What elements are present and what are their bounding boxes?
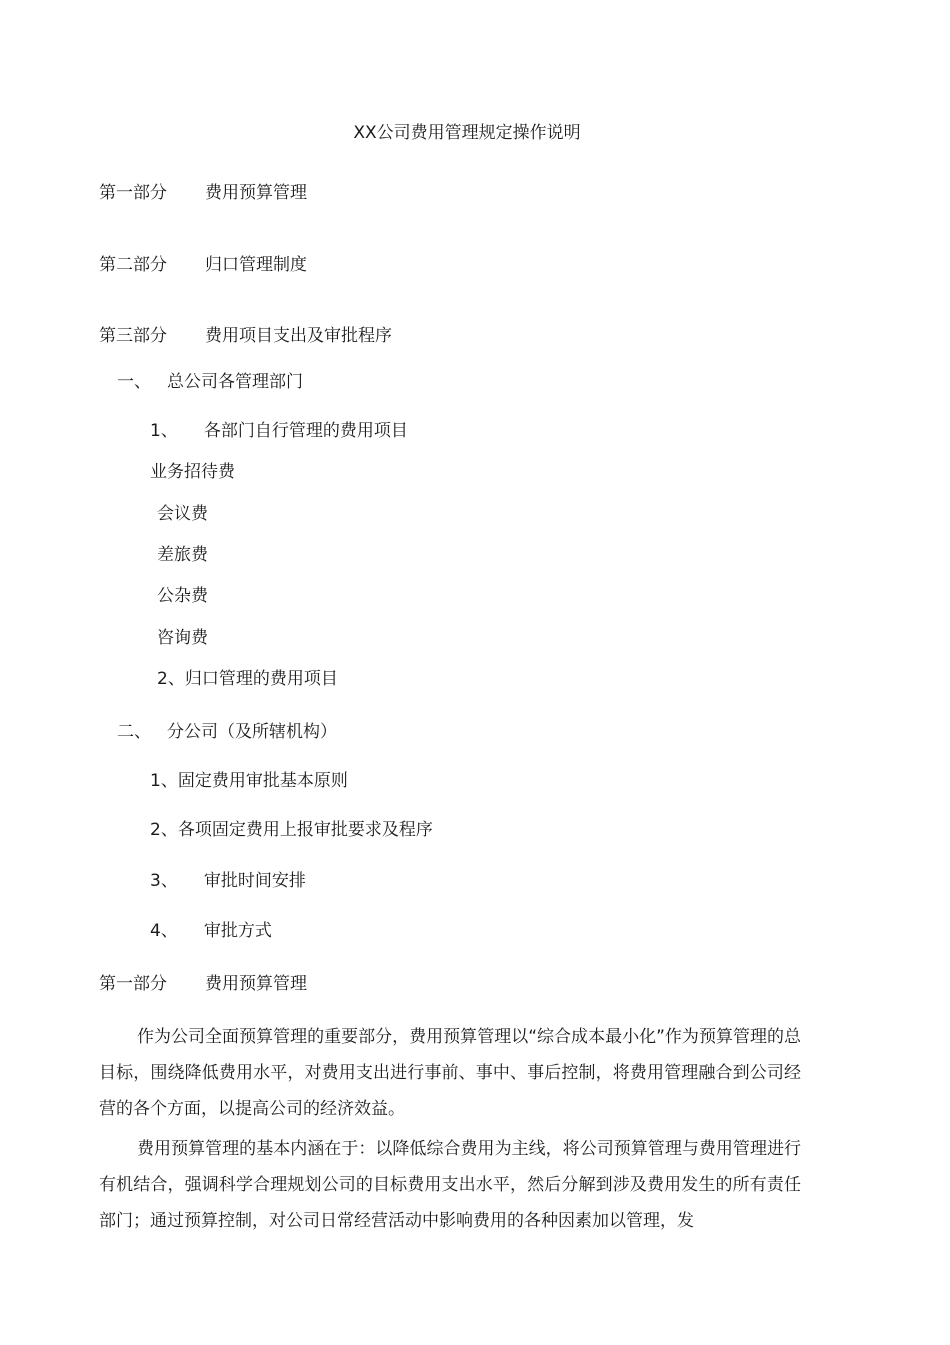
branch-item-3 xyxy=(150,869,306,893)
part-name: 费用预算管理 xyxy=(205,974,307,994)
expense-item: 业务招待费 xyxy=(150,462,235,482)
subsection-2: 2、归口管理的费用项目 xyxy=(157,669,338,689)
item-number: 1、 xyxy=(150,771,178,791)
body-paragraph xyxy=(99,1131,801,1239)
part-number: 第一部分 xyxy=(99,974,167,994)
item-label: 审批时间安排 xyxy=(203,871,306,891)
paragraph-text: 作为公司全面预算管理的重要部分，费用预算管理以“综合成本最小化”作为预算管理的总目标，围绕降低费用水平，对费用支出进行事前、事中、事后控制，将费用管理融合到公司经营的各个方面，以提高公司的经济效益。 xyxy=(99,1027,801,1119)
item-number: 2、 xyxy=(150,820,178,840)
part-name: 费用项目支出及审批程序 xyxy=(205,326,392,346)
section-label: 分公司（及所辖机构） xyxy=(167,722,337,742)
item-number: 4、 xyxy=(150,921,178,941)
subsection-1 xyxy=(150,419,408,443)
body-heading xyxy=(99,972,307,996)
section-number: 二、 xyxy=(117,722,151,742)
item-number: 1、 xyxy=(150,421,178,441)
item-label: 各部门自行管理的费用项目 xyxy=(203,421,408,441)
branch-item-1 xyxy=(150,769,348,793)
part-number: 第三部分 xyxy=(99,326,167,346)
item-label: 审批方式 xyxy=(203,921,272,941)
toc-part-1 xyxy=(99,181,307,205)
item-number: 3、 xyxy=(150,871,178,891)
section-label: 总公司各管理部门 xyxy=(167,372,303,392)
item-label: 各项固定费用上报审批要求及程序 xyxy=(177,820,433,840)
section-one-heading xyxy=(117,370,303,394)
branch-item-2 xyxy=(150,818,433,842)
toc-part-3 xyxy=(99,324,392,348)
part-name: 费用预算管理 xyxy=(205,183,307,203)
section-number: 一、 xyxy=(117,372,151,392)
body-paragraph xyxy=(99,1019,801,1127)
expense-item: 公杂费 xyxy=(157,586,208,606)
toc-part-2 xyxy=(99,253,307,277)
expense-item: 会议费 xyxy=(157,504,208,524)
part-name: 归口管理制度 xyxy=(205,255,307,275)
item-label: 固定费用审批基本原则 xyxy=(177,771,348,791)
paragraph-text: 费用预算管理的基本内涵在于：以降低综合费用为主线，将公司预算管理与费用管理进行有机结合，强调科学合理规划公司的目标费用支出水平，然后分解到涉及费用发生的所有责任部门；通过预算控制，对公司日常经营活动中影响费用的各种因素加以管理，发 xyxy=(99,1139,801,1231)
expense-item: 咨询费 xyxy=(157,628,208,648)
document-title: XX公司费用管理规定操作说明 xyxy=(353,123,581,143)
part-number: 第一部分 xyxy=(99,183,167,203)
branch-item-4 xyxy=(150,919,272,943)
section-two-heading xyxy=(117,720,337,744)
expense-item: 差旅费 xyxy=(157,545,208,565)
part-number: 第二部分 xyxy=(99,255,167,275)
